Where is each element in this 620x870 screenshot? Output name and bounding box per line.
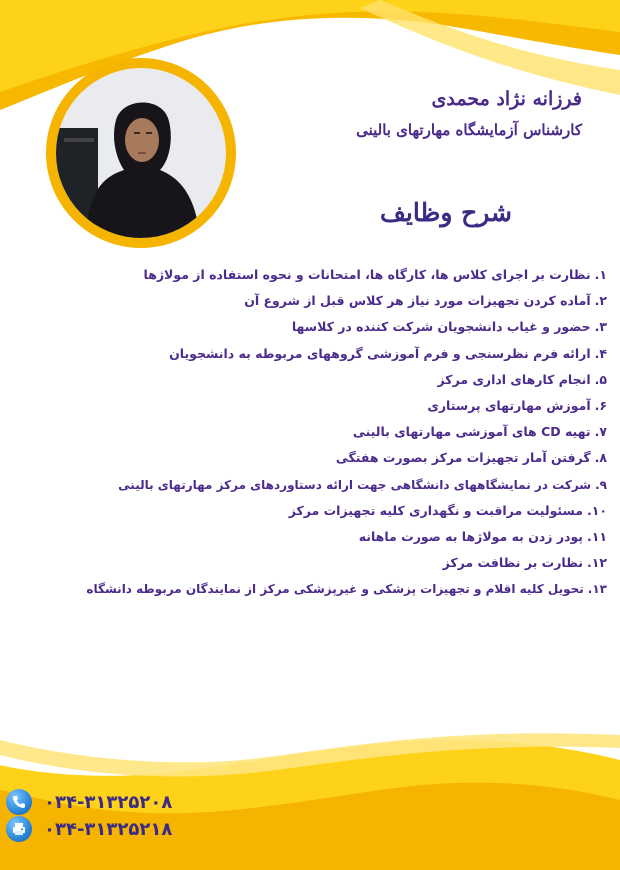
- duty-text: شرکت در نمایشگاههای دانشگاهی جهت ارائه دستاوردهای مرکز مهارتهای بالینی: [118, 477, 592, 492]
- contact-phone: [6, 788, 246, 816]
- duty-text: نظارت بر اجرای کلاس ها، کارگاه ها، امتحانات و نحوه استفاده از مولاژها: [143, 267, 591, 282]
- duty-number: ۵.: [594, 371, 607, 387]
- phone-icon: [6, 789, 32, 815]
- portrait-illustration: [56, 68, 226, 238]
- duty-text: حضور و غیاب دانشجویان شرکت کننده در کلاسها: [291, 319, 591, 335]
- duty-number: ۱.: [594, 267, 607, 282]
- duty-number: ۱۳.: [587, 582, 607, 597]
- contact-fax: [6, 815, 246, 843]
- duties-list: [12, 262, 607, 602]
- profile-name: فرزانه نژاد محمدی: [431, 88, 582, 110]
- duty-item: [12, 524, 607, 550]
- phone-number: ۰۳۴-۳۱۳۲۵۲۰۸: [44, 791, 173, 813]
- duty-text: پودر زدن به مولاژها به صورت ماهانه: [358, 528, 583, 544]
- duty-item: [12, 288, 607, 314]
- duty-text: مسئولیت مراقبت و نگهداری کلیه تجهیزات مرکز: [288, 502, 583, 518]
- duty-item: [12, 314, 607, 340]
- duty-number: ۱۰.: [586, 502, 607, 518]
- duty-number: ۸.: [594, 450, 607, 466]
- duty-item: [12, 445, 607, 471]
- fax-number: ۰۳۴-۳۱۳۲۵۲۱۸: [44, 818, 173, 840]
- duty-text: گرفتن آمار تجهیزات مرکز بصورت هفتگی: [335, 450, 591, 466]
- duty-text: ارائه فرم نظرسنجی و فرم آموزشی گروههای مربوطه به دانشجویان: [169, 345, 591, 361]
- fax-icon: [6, 816, 32, 842]
- duty-item: [12, 472, 607, 498]
- profile-photo: [46, 58, 236, 248]
- duty-item: [12, 550, 607, 576]
- duty-item: [12, 393, 607, 419]
- duty-text: آماده کردن تجهیزات مورد نیاز هر کلاس قبل از شروع آن: [244, 293, 591, 309]
- face-shape: [125, 118, 159, 162]
- duty-number: ۱۲.: [586, 555, 607, 571]
- duty-number: ۴.: [594, 345, 607, 361]
- duty-number: ۷.: [594, 424, 607, 440]
- duty-text: تحویل کلیه اقلام و تجهیزات پزشکی و غیرپزشکی مرکز از نمایندگان مربوطه دانشگاه: [86, 582, 584, 597]
- duty-text: آموزش مهارتهای پرستاری: [427, 397, 591, 413]
- duty-text: انجام کارهای اداری مرکز: [437, 371, 591, 387]
- duty-item: [12, 498, 607, 524]
- duty-text: نظارت بر نظافت مرکز: [442, 555, 583, 571]
- duties-title: شرح وظایف: [379, 198, 512, 227]
- duty-item: [12, 262, 607, 288]
- duty-item: [12, 367, 607, 393]
- duty-number: ۹.: [595, 477, 607, 492]
- duty-item: [12, 419, 607, 445]
- profile-job-title: کارشناس آزمایشگاه مهارتهای بالینی: [356, 121, 582, 139]
- duty-item: [12, 576, 607, 602]
- duty-number: ۶.: [594, 397, 607, 413]
- duty-number: ۱۱.: [586, 528, 607, 544]
- duty-number: ۳.: [594, 319, 607, 335]
- duty-text: تهیه CD های آموزشی مهارتهای بالینی: [352, 424, 591, 440]
- duty-number: ۲.: [594, 293, 607, 309]
- duty-item: [12, 341, 607, 367]
